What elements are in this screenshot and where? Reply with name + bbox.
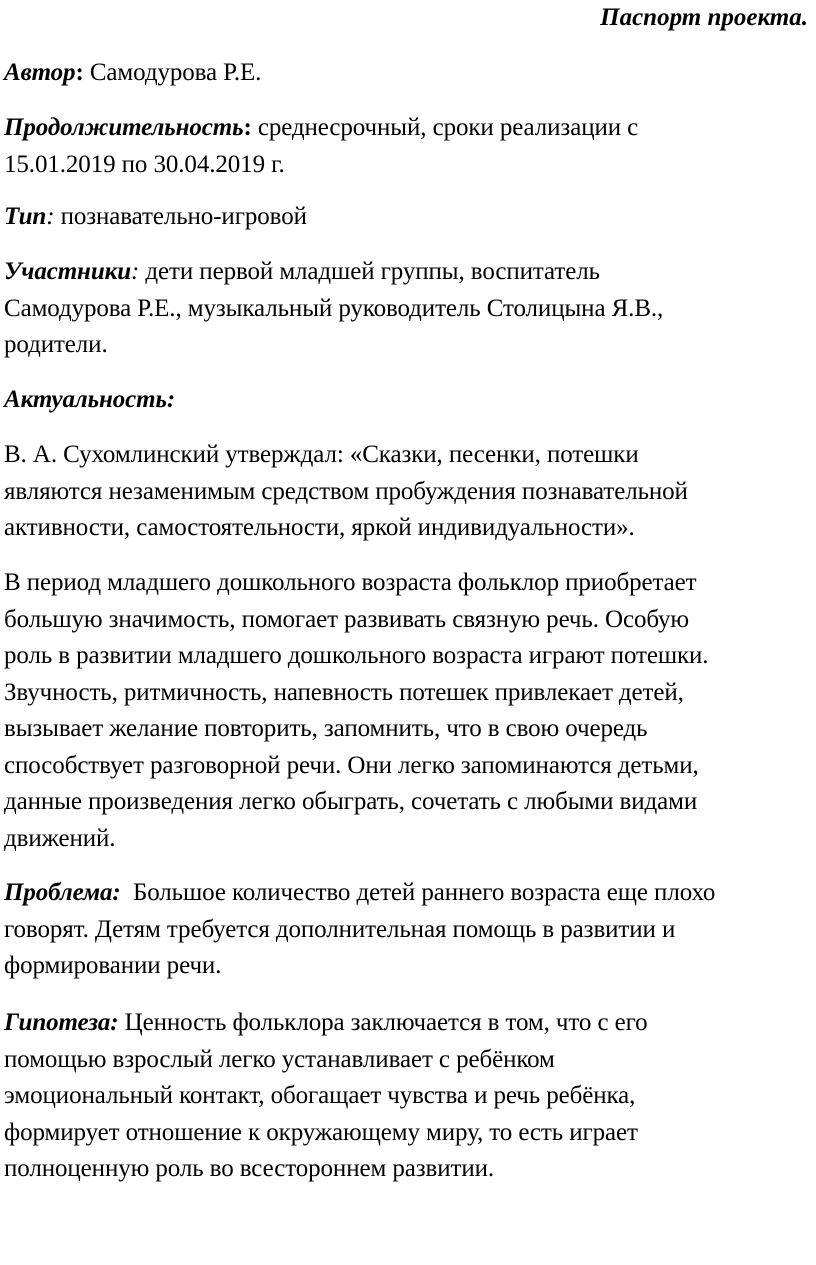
folklore-line-1: В период младшего дошкольного возраста фольклор приобретает [4, 569, 697, 596]
folklore-line-3: роль в развитии младшего дошкольного возраста играют потешки. [4, 642, 709, 669]
problem-line-2: говорят. Детям требуется дополнительная помощь в развитии и [4, 915, 676, 943]
hypothesis-line-2: помощью взрослый легко устанавливает с ребёнком [4, 1045, 555, 1073]
relevance-label: Актуальность: [4, 386, 176, 413]
author-paragraph: Автор: Самодурова Р.Е. [4, 59, 262, 86]
folklore-line-6: способствует разговорной речи. Они легко запоминаются детьми, [4, 751, 699, 779]
participants-line-3: родители. [4, 331, 108, 358]
folklore-line-5: вызывает желание повторить, запомнить, что в свою очередь [4, 715, 648, 742]
type-value: познавательно-игровой [60, 203, 307, 230]
participants-paragraph: Участники: дети первой младшей группы, воспитатель Самодурова Р.Е., музыкальный руководитель Столицына Я.В., родители. [4, 254, 800, 364]
hypothesis-paragraph [4, 1005, 800, 1188]
duration-label: Продолжительность [4, 114, 244, 141]
folklore-line-7: данные произведения легко обыграть, сочетать с любыми видами [4, 788, 698, 815]
hypothesis-line-1: Ценность фольклора заключается в том, что с его [124, 1009, 648, 1036]
author-label: Автор [4, 59, 76, 86]
folklore-paragraph [4, 565, 800, 857]
hypothesis-label: Гипотеза: [4, 1009, 119, 1036]
type-paragraph: Тип: познавательно-игровой [4, 203, 307, 230]
problem-label: Проблема: [4, 879, 121, 906]
author-value: Самодурова Р.Е. [89, 59, 262, 86]
quote-line-3: активности, самостоятельности, яркой индивидуальности». [4, 514, 635, 541]
hypothesis-line-5: полноценную роль во всестороннем развитии. [4, 1155, 495, 1182]
quote-paragraph [4, 437, 800, 547]
duration-line-2: 15.01.2019 по 30.04.2019 г. [4, 150, 285, 178]
duration-paragraph: Продолжительность: среднесрочный, сроки реализации с 15.01.2019 по 30.04.2019 г. [4, 110, 800, 183]
folklore-line-4: Звучность, ритмичность, напевность потешек привлекает детей, [4, 678, 684, 706]
problem-line-3: формировании речи. [4, 952, 222, 979]
problem-paragraph [4, 875, 800, 985]
hypothesis-line-4: формирует отношение к окружающему миру, то есть играет [4, 1118, 638, 1146]
hypothesis-line-3: эмоциональный контакт, обогащает чувства и речь ребёнка, [4, 1082, 636, 1109]
quote-line-1: В. А. Сухомлинский утверждал: «Сказки, песенки, потешки [4, 441, 639, 468]
folklore-line-2: большую значимость, помогает развивать связную речь. Особую [4, 605, 690, 633]
participants-line-1: дети первой младшей группы, воспитатель [145, 258, 600, 285]
problem-line-1: Большое количество детей раннего возраста еще плохо [132, 879, 716, 906]
quote-line-2: являются незаменимым средством пробуждения познавательной [4, 477, 688, 505]
doc-title: Паспорт проекта. [600, 4, 808, 31]
duration-line-1: среднесрочный, сроки реализации с [257, 114, 639, 141]
type-label: Тип [4, 203, 47, 230]
participants-line-2: Самодурова Р.Е., музыкальный руководитель Столицына Я.В., [4, 294, 664, 322]
folklore-line-8: движений. [4, 824, 116, 852]
participants-label: Участники [4, 258, 132, 285]
relevance-paragraph [4, 382, 800, 419]
